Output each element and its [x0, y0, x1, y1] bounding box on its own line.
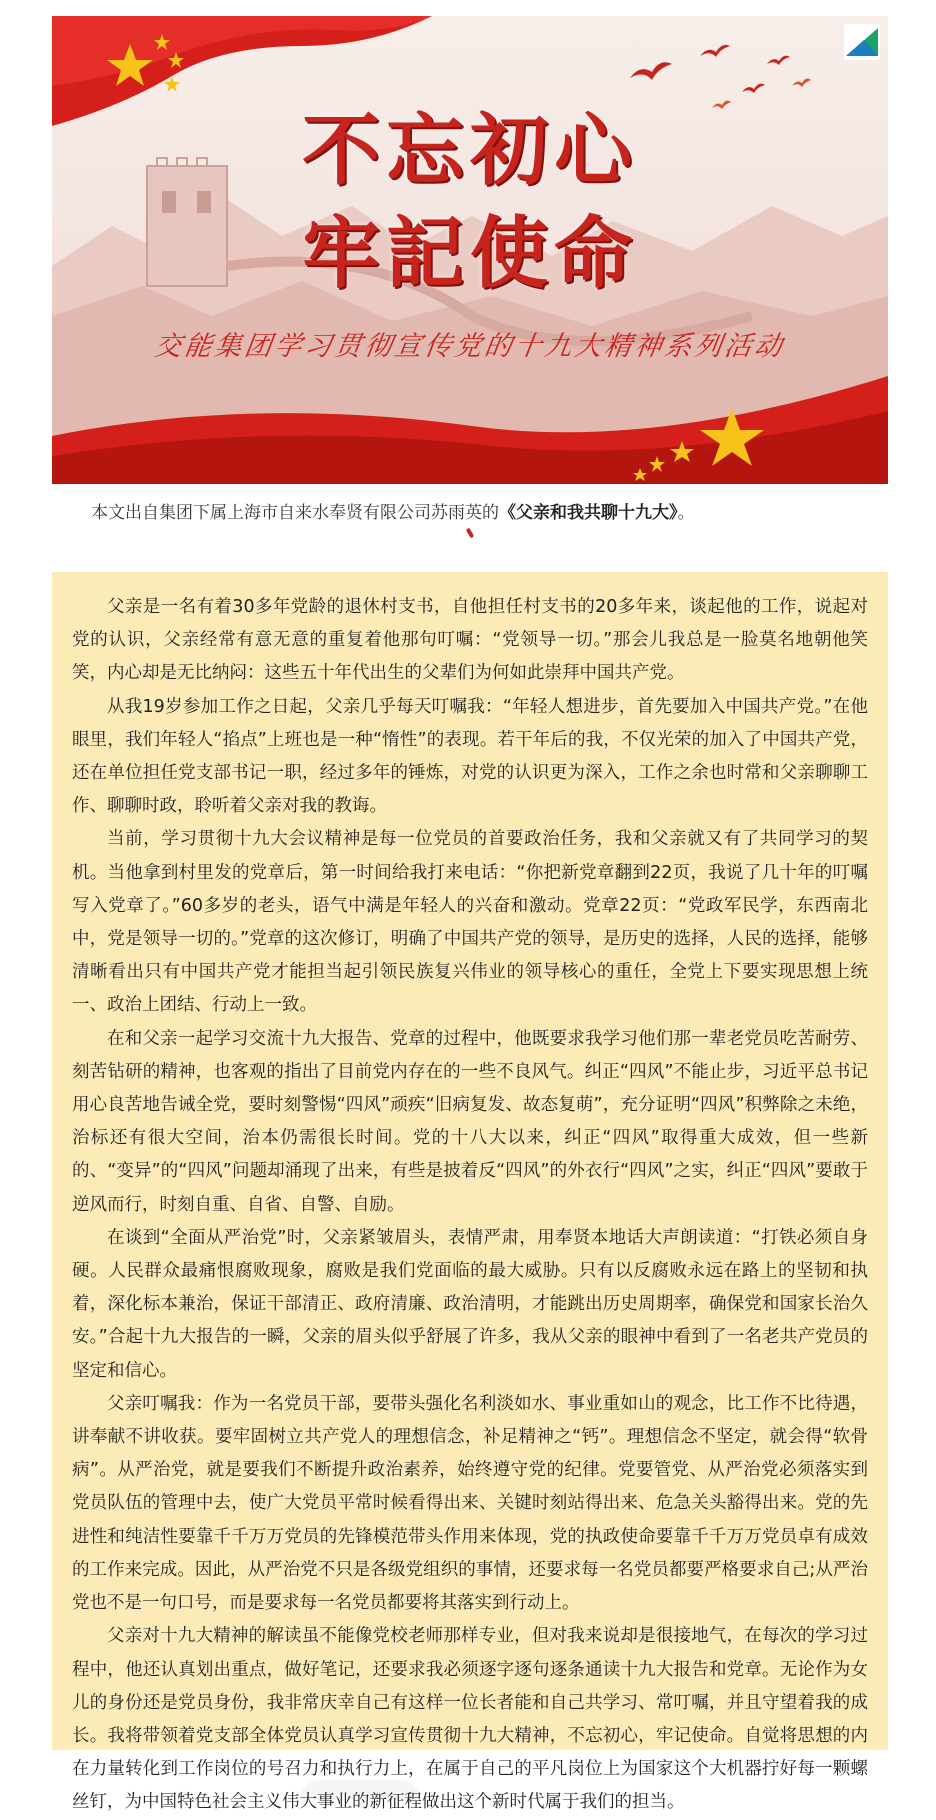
article-paragraph: 父亲是一名有着30多年党龄的退休村支书，自他担任村支书的20多年来，谈起他的工作，说起对党的认识，父亲经常有意无意的重复着他那句叮嘱：“党领导一切。”那会儿我总是一脸莫名地朝他笑笑，内心却是无比纳闷：这些五十年代出生的父辈们为何如此崇拜中国共产党。	[72, 597, 868, 684]
source-title: 《父亲和我共聊十九大》	[499, 503, 678, 523]
article-body	[52, 572, 888, 1813]
article-paragraph: 父亲对十九大精神的解读虽不能像党校老师那样专业，但对我来说却是很接地气，在每次的学习过程中，他还认真划出重点，做好笔记，还要求我必须逐字逐句逐条通读十九大报告和党章。无论作为女儿的身份还是党员身份，我非常庆幸自己有这样一位长者能和自己共学习、常叮嘱，并且守望着我的成长。我将带领着党支部全体党员认真学习宣传贯彻十九大精神，不忘初心，牢记使命。自觉将思想的内在力量转化到工作岗位的号召力和执行力上，在属于自己的平凡岗位上为国家这个大机器拧好每一颗螺丝钉，为中国特色社会主义伟大事业的新征程做出这个新时代属于我们的担当。	[72, 1626, 868, 1813]
bird-icon	[700, 45, 730, 57]
article-paragraph: 在谈到“全面从严治党”时，父亲紧皱眉头，表情严肃，用奉贤本地话大声朗读道：“打铁必须自身硬。人民群众最痛恨腐败现象，腐败是我们党面临的最大威胁。只有以反腐败永远在路上的坚韧和执着，深化标本兼治，保证干部清正、政府清廉、政治清明，才能跳出历史周期率，确保党和国家长治久安。”合起十九大报告的一瞬，父亲的眉头似乎舒展了许多，我从父亲的眼神中看到了一名老共产党员的坚定和信心。	[72, 1227, 868, 1381]
source-prefix: 本文出自集团下属上海市自来水奉贤有限公司苏雨英的	[91, 503, 499, 523]
banner-subtitle: 交能集团学习贯彻宣传党的十九大精神系列活动	[152, 331, 787, 362]
bird-icon	[792, 79, 811, 87]
header-banner	[52, 16, 888, 484]
article-source-line	[91, 498, 695, 523]
decorative-mark	[466, 528, 474, 539]
bird-icon	[630, 62, 672, 80]
company-logo	[844, 24, 880, 60]
bird-icon	[767, 56, 790, 65]
banner-title-line1: 不忘初心	[301, 105, 638, 196]
article-paragraph: 当前，学习贯彻十九大会议精神是每一位党员的首要政治任务，我和父亲就又有了共同学习的契机。当他拿到村里发的党章后，第一时间给我打来电话：“你把新党章翻到22页，我说了几十年的叮嘱写入党章了。”60多岁的老头，语气中满是年轻人的兴奋和激动。党章22页：“党政军民学，东西南北中，党是领导一切的。”党章的这次修订，明确了中国共产党的领导，是历史的选择，人民的选择，能够清晰看出只有中国共产党才能担当起引领民族复兴伟业的领导核心的重任，全党上下要实现思想上统一、政治上团结、行动上一致。	[72, 829, 868, 1016]
article-paragraph: 在和父亲一起学习交流十九大报告、党章的过程中，他既要求我学习他们那一辈老党员吃苦耐劳、刻苦钻研的精神，也客观的指出了目前党内存在的一些不良风气。纠正“四风”不能止步，习近平总书记用心良苦地告诫全党，要时刻警惕“四风”顽疾“旧病复发、故态复萌”，充分证明“四风”积弊除之未绝，治标还有很大空间，治本仍需很长时间。党的十八大以来，纠正“四风”取得重大成效，但一些新的、“变异”的“四风”问题却涌现了出来，有些是披着反“四风”的外衣行“四风”之实，纠正“四风”要敢于逆风而行，时刻自重、自省、自警、自励。	[72, 1028, 868, 1215]
article-paragraph: 父亲叮嘱我：作为一名党员干部，要带头强化名利淡如水、事业重如山的观念，比工作不比待遇，讲奉献不讲收获。要牢固树立共产党人的理想信念，补足精神之“钙”。理想信念不坚定，就会得“软骨病”。从严治党，就是要我们不断提升政治素养，始终遵守党的纪律。党要管党、从严治党必须落实到党员队伍的管理中去，使广大党员平常时候看得出来、关键时刻站得出来、危急关头豁得出来。党的先进性和纯洁性要靠千千万万党员的先锋模范带头作用来体现，党的执政使命要靠千千万万党员卓有成效的工作来完成。因此，从严治党不只是各级党组织的事情，还要求每一名党员都要严格要求自己;从严治党也不是一句口号，而是要求每一名党员都要将其落实到行动上。	[72, 1393, 868, 1614]
banner-title-line2: 牢記使命	[301, 208, 638, 299]
source-suffix: 。	[677, 503, 695, 523]
article-paragraph: 从我19岁参加工作之日起，父亲几乎每天叮嘱我：“年轻人想进步，首先要加入中国共产党。”在他眼里，我们年轻人“掐点”上班也是一种“惰性”的表现。若干年后的我，不仅光荣的加入了中国共产党，还在单位担任党支部书记一职，经过多年的锤炼，对党的认识更为深入，工作之余也时常和父亲聊聊工作、聊聊时政，聆听着父亲对我的教诲。	[72, 696, 868, 817]
decorative-shade	[300, 1780, 420, 1800]
